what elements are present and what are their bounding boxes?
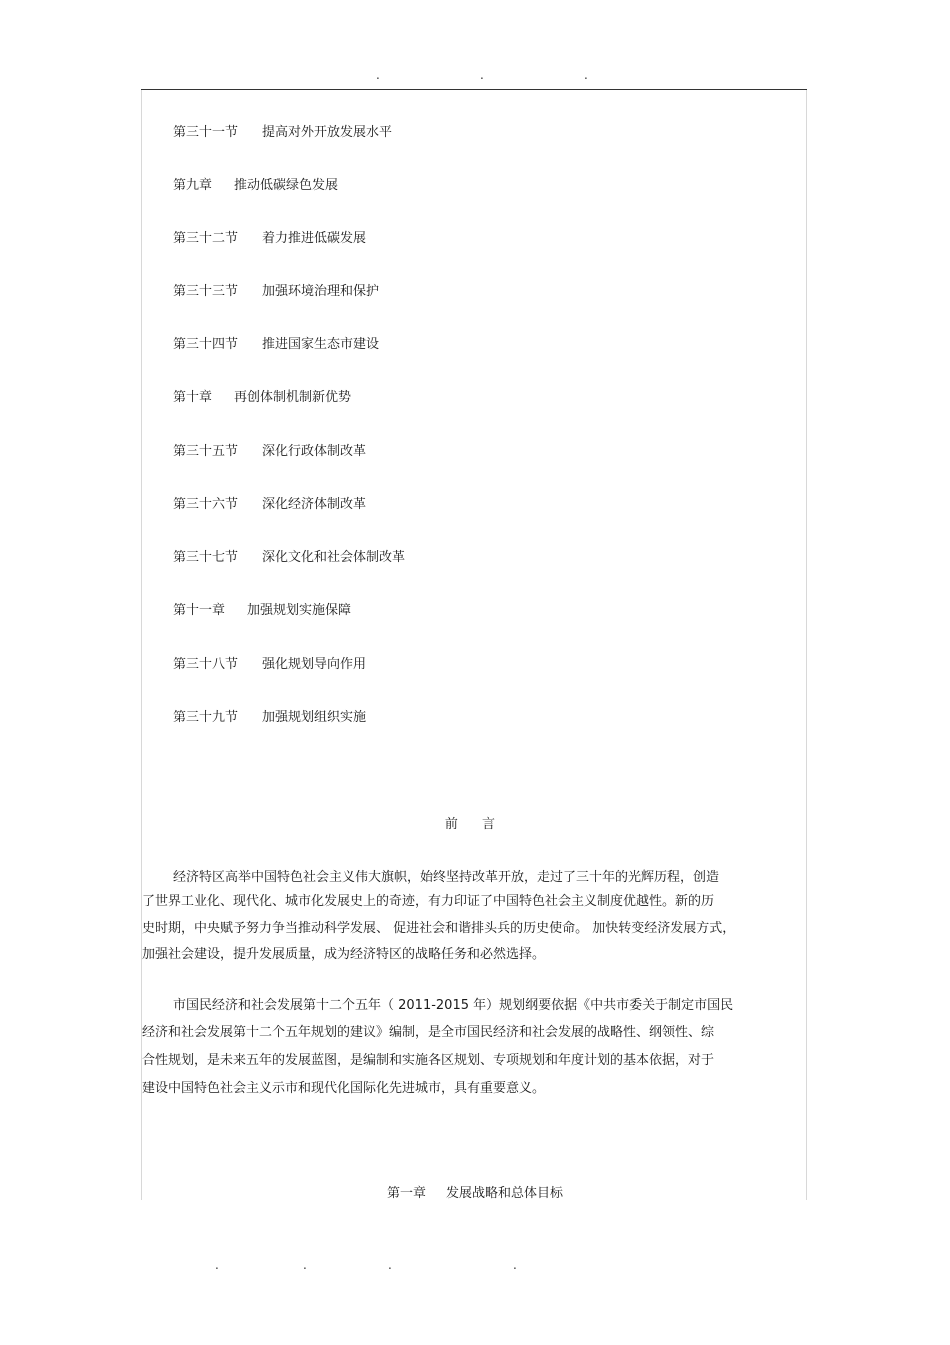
toc-entry-number: 第三十九节 (173, 710, 239, 725)
toc-entry-title: 加强规划组织实施 (262, 710, 367, 725)
right-margin-rule (806, 90, 807, 1200)
toc-entry-number: 第三十四节 (173, 337, 239, 352)
toc-entry[interactable] (173, 389, 351, 407)
toc-entry-number: 第三十一节 (173, 125, 239, 140)
toc-entry-number: 第三十五节 (173, 444, 239, 459)
chapter-number: 第一章 (386, 1186, 426, 1201)
toc-entry[interactable] (173, 656, 366, 674)
preface-title: 前 言 (444, 817, 506, 832)
toc-entry[interactable] (173, 443, 366, 461)
toc-entry[interactable] (173, 336, 379, 354)
paragraph-line: 建设中国特色社会主义示市和现代化国际化先进城市，具有重要意义。 (142, 1081, 546, 1096)
toc-entry[interactable] (173, 602, 351, 620)
toc-entry[interactable] (173, 124, 392, 142)
toc-entry-number: 第三十七节 (173, 550, 239, 565)
footer-dot: . (215, 1258, 219, 1272)
toc-entry-number: 第三十八节 (173, 657, 239, 672)
header-dot: . (480, 68, 484, 82)
header-dot: . (376, 68, 380, 82)
toc-entry-number: 第九章 (173, 178, 213, 193)
toc-entry[interactable] (173, 496, 366, 514)
toc-entry[interactable] (173, 230, 366, 248)
header-dots (0, 68, 950, 82)
toc-entry[interactable] (173, 283, 379, 301)
paragraph-line: 了世界工业化、现代化、城市化发展史上的奇迹，有力印证了中国特色社会主义制度优越性。新的历 (142, 894, 715, 909)
toc-entry-title: 加强环境治理和保护 (262, 284, 380, 299)
paragraph-line: 合性规划，是未来五年的发展蓝图，是编制和实施各区规划、专项规划和年度计划的基本依据，对于 (142, 1053, 715, 1068)
toc-entry-number: 第三十六节 (173, 497, 239, 512)
chapter-heading (0, 1185, 950, 1203)
toc-entry[interactable] (173, 709, 366, 727)
toc-entry[interactable] (173, 177, 338, 195)
footer-dots (0, 1258, 950, 1272)
toc-entry-title: 深化文化和社会体制改革 (262, 550, 406, 565)
toc-entry-title: 深化经济体制改革 (262, 497, 367, 512)
toc-entry-title: 再创体制机制新优势 (234, 390, 352, 405)
toc-entry-title: 推动低碳绿色发展 (234, 178, 339, 193)
toc-entry-number: 第三十三节 (173, 284, 239, 299)
paragraph-line: 经济特区高举中国特色社会主义伟大旗帜，始终坚持改革开放，走过了三十年的光辉历程，创造 (173, 870, 720, 885)
toc-entry-number: 第三十二节 (173, 231, 239, 246)
toc-entry-title: 加强规划实施保障 (247, 603, 352, 618)
footer-dot: . (513, 1258, 517, 1272)
header-dot: . (584, 68, 588, 82)
paragraph-line: 史时期，中央赋予努力争当推动科学发展、 促进社会和谐排头兵的历史使命。 加快转变经济发展方式， (142, 921, 736, 936)
footer-dot: . (388, 1258, 392, 1272)
toc-entry-title: 着力推进低碳发展 (262, 231, 367, 246)
toc-entry-title: 深化行政体制改革 (262, 444, 367, 459)
toc-entry[interactable] (173, 549, 405, 567)
toc-entry-title: 提高对外开放发展水平 (262, 125, 393, 140)
paragraph-line: 加强社会建设，提升发展质量，成为经济特区的战略任务和必然选择。 (142, 947, 546, 962)
footer-dot: . (303, 1258, 307, 1272)
paragraph-line: 经济和社会发展第十二个五年规划的建议》编制，是全市国民经济和社会发展的战略性、纲领性、综 (142, 1025, 715, 1040)
paragraph-line: 市国民经济和社会发展第十二个五年（ 2011-2015 年）规划纲要依据《中共市委关于制定市国民 (173, 998, 734, 1013)
toc-entry-number: 第十一章 (173, 603, 226, 618)
chapter-title: 发展战略和总体目标 (446, 1186, 564, 1201)
header-rule (141, 89, 807, 90)
toc-entry-title: 强化规划导向作用 (262, 657, 367, 672)
toc-entry-number: 第十章 (173, 390, 213, 405)
toc-entry-title: 推进国家生态市建设 (262, 337, 380, 352)
